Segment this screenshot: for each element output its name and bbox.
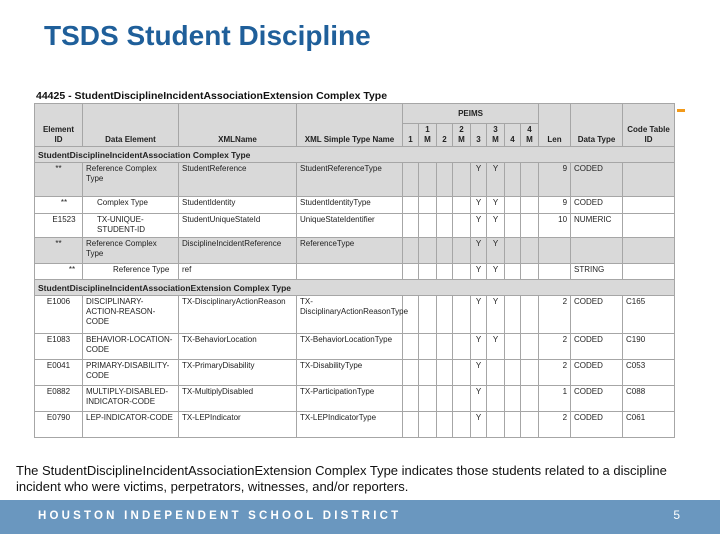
cell-peims-1 bbox=[403, 334, 419, 360]
table-header bbox=[35, 104, 675, 147]
cell-element-id: E0790 bbox=[35, 412, 83, 438]
cell-data-type: NUMERIC bbox=[571, 214, 623, 238]
cell-code-table-id bbox=[623, 264, 675, 280]
table-row bbox=[35, 386, 675, 412]
cell-code-table-id bbox=[623, 163, 675, 197]
cell-code-table-id: C190 bbox=[623, 334, 675, 360]
cell-peims-3: Y bbox=[471, 238, 487, 264]
cell-peims-2m bbox=[453, 296, 471, 334]
cell-xml-simple-type: TX-DisabilityType bbox=[297, 360, 403, 386]
section-title: StudentDisciplineIncidentAssociationExtension Complex Type bbox=[35, 280, 675, 296]
cell-len bbox=[539, 238, 571, 264]
cell-peims-2 bbox=[437, 360, 453, 386]
cell-peims-4 bbox=[505, 264, 521, 280]
cell-peims-2m bbox=[453, 386, 471, 412]
cell-element-id: ** bbox=[35, 197, 83, 214]
cell-peims-1m bbox=[419, 238, 437, 264]
header-peims-2: 2 bbox=[437, 124, 453, 147]
cell-xml-name: StudentReference bbox=[179, 163, 297, 197]
cell-peims-4 bbox=[505, 238, 521, 264]
cell-data-element: Reference Complex Type bbox=[83, 163, 179, 197]
cell-xml-name: TX-DisciplinaryActionReason bbox=[179, 296, 297, 334]
cell-xml-simple-type: StudentIdentityType bbox=[297, 197, 403, 214]
cell-len: 2 bbox=[539, 334, 571, 360]
cell-xml-name: TX-LEPIndicator bbox=[179, 412, 297, 438]
header-peims-1: 1 bbox=[403, 124, 419, 147]
header-element-id: Element ID bbox=[35, 104, 83, 147]
cell-peims-3: Y bbox=[471, 334, 487, 360]
cell-peims-3m bbox=[487, 386, 505, 412]
cell-data-type: CODED bbox=[571, 412, 623, 438]
table-body bbox=[35, 147, 675, 438]
cell-peims-2 bbox=[437, 163, 453, 197]
table-row bbox=[35, 238, 675, 264]
cell-len: 1 bbox=[539, 386, 571, 412]
cell-data-element: LEP-INDICATOR-CODE bbox=[83, 412, 179, 438]
cell-peims-2 bbox=[437, 264, 453, 280]
accent-mark bbox=[677, 109, 685, 112]
cell-peims-2 bbox=[437, 334, 453, 360]
cell-peims-2m bbox=[453, 412, 471, 438]
header-xml-simple-type: XML Simple Type Name bbox=[297, 104, 403, 147]
cell-peims-3m: Y bbox=[487, 296, 505, 334]
cell-peims-2 bbox=[437, 238, 453, 264]
cell-peims-4m bbox=[521, 264, 539, 280]
cell-element-id: ** bbox=[35, 238, 83, 264]
cell-peims-1 bbox=[403, 412, 419, 438]
cell-peims-3m: Y bbox=[487, 238, 505, 264]
cell-xml-name: TX-BehaviorLocation bbox=[179, 334, 297, 360]
cell-peims-2 bbox=[437, 386, 453, 412]
cell-element-id: E0041 bbox=[35, 360, 83, 386]
cell-peims-4m bbox=[521, 296, 539, 334]
complex-type-table-container bbox=[34, 89, 674, 438]
cell-peims-4 bbox=[505, 412, 521, 438]
cell-peims-1m bbox=[419, 412, 437, 438]
cell-xml-simple-type: TX-BehaviorLocationType bbox=[297, 334, 403, 360]
cell-peims-3: Y bbox=[471, 264, 487, 280]
header-peims-4m: 4 M bbox=[521, 124, 539, 147]
cell-xml-name: TX-MultiplyDisabled bbox=[179, 386, 297, 412]
cell-peims-4 bbox=[505, 386, 521, 412]
cell-peims-3: Y bbox=[471, 296, 487, 334]
cell-peims-2m bbox=[453, 334, 471, 360]
cell-peims-1 bbox=[403, 264, 419, 280]
table-row bbox=[35, 296, 675, 334]
page-number: 5 bbox=[673, 508, 680, 522]
slide-title: TSDS Student Discipline bbox=[44, 20, 371, 51]
header-peims-3m: 3 M bbox=[487, 124, 505, 147]
table-row bbox=[35, 214, 675, 238]
cell-len: 9 bbox=[539, 197, 571, 214]
cell-xml-simple-type: UniqueStateIdentifier bbox=[297, 214, 403, 238]
cell-code-table-id: C053 bbox=[623, 360, 675, 386]
cell-code-table-id bbox=[623, 238, 675, 264]
table-row bbox=[35, 360, 675, 386]
cell-element-id: E0882 bbox=[35, 386, 83, 412]
header-peims-2m: 2 M bbox=[453, 124, 471, 147]
cell-peims-3: Y bbox=[471, 214, 487, 238]
cell-data-element: DISCIPLINARY-ACTION-REASON-CODE bbox=[83, 296, 179, 334]
cell-peims-4 bbox=[505, 163, 521, 197]
cell-len bbox=[539, 264, 571, 280]
cell-peims-1m bbox=[419, 197, 437, 214]
header-peims-4: 4 bbox=[505, 124, 521, 147]
header-peims-1m: 1 M bbox=[419, 124, 437, 147]
header-peims-3: 3 bbox=[471, 124, 487, 147]
cell-data-element: MULTIPLY-DISABLED-INDICATOR-CODE bbox=[83, 386, 179, 412]
cell-peims-3m: Y bbox=[487, 264, 505, 280]
cell-xml-simple-type: TX-DisciplinaryActionReasonType bbox=[297, 296, 403, 334]
cell-xml-simple-type: TX-ParticipationType bbox=[297, 386, 403, 412]
table-row bbox=[35, 197, 675, 214]
cell-peims-1m bbox=[419, 296, 437, 334]
cell-xml-simple-type bbox=[297, 264, 403, 280]
cell-peims-4m bbox=[521, 163, 539, 197]
cell-peims-1m bbox=[419, 334, 437, 360]
cell-peims-3m bbox=[487, 360, 505, 386]
header-xml-name: XMLName bbox=[179, 104, 297, 147]
cell-peims-3: Y bbox=[471, 360, 487, 386]
cell-peims-2m bbox=[453, 214, 471, 238]
cell-peims-3: Y bbox=[471, 412, 487, 438]
cell-peims-2 bbox=[437, 197, 453, 214]
cell-peims-3: Y bbox=[471, 163, 487, 197]
table-row bbox=[35, 334, 675, 360]
cell-data-type: STRING bbox=[571, 264, 623, 280]
cell-code-table-id: C061 bbox=[623, 412, 675, 438]
cell-data-element: TX-UNIQUE-STUDENT-ID bbox=[83, 214, 179, 238]
cell-peims-3m: Y bbox=[487, 197, 505, 214]
cell-peims-2m bbox=[453, 197, 471, 214]
cell-len: 2 bbox=[539, 296, 571, 334]
cell-element-id: E1083 bbox=[35, 334, 83, 360]
cell-peims-4 bbox=[505, 360, 521, 386]
cell-peims-1m bbox=[419, 264, 437, 280]
cell-peims-1 bbox=[403, 197, 419, 214]
cell-len: 2 bbox=[539, 412, 571, 438]
cell-data-element: PRIMARY-DISABILITY-CODE bbox=[83, 360, 179, 386]
header-code-table-id: Code Table ID bbox=[623, 104, 675, 147]
table-row bbox=[35, 264, 675, 280]
section-row bbox=[35, 280, 675, 296]
cell-peims-4 bbox=[505, 296, 521, 334]
cell-code-table-id: C088 bbox=[623, 386, 675, 412]
cell-peims-1 bbox=[403, 386, 419, 412]
cell-peims-2m bbox=[453, 163, 471, 197]
cell-data-type: CODED bbox=[571, 296, 623, 334]
cell-peims-1 bbox=[403, 214, 419, 238]
table-heading: 44425 - StudentDisciplineIncidentAssociationExtension Complex Type bbox=[36, 90, 388, 102]
cell-peims-3m: Y bbox=[487, 334, 505, 360]
cell-data-type: CODED bbox=[571, 197, 623, 214]
cell-peims-1m bbox=[419, 214, 437, 238]
cell-code-table-id bbox=[623, 214, 675, 238]
cell-element-id: E1523 bbox=[35, 214, 83, 238]
cell-peims-3m: Y bbox=[487, 163, 505, 197]
cell-peims-4 bbox=[505, 214, 521, 238]
cell-peims-3m: Y bbox=[487, 214, 505, 238]
cell-element-id: E1006 bbox=[35, 296, 83, 334]
cell-peims-1 bbox=[403, 163, 419, 197]
cell-peims-4 bbox=[505, 334, 521, 360]
header-len: Len bbox=[539, 104, 571, 147]
cell-peims-3m bbox=[487, 412, 505, 438]
cell-data-type: CODED bbox=[571, 163, 623, 197]
cell-element-id: ** bbox=[35, 163, 83, 197]
cell-peims-1m bbox=[419, 163, 437, 197]
cell-peims-4m bbox=[521, 214, 539, 238]
cell-xml-name: StudentIdentity bbox=[179, 197, 297, 214]
cell-peims-4m bbox=[521, 412, 539, 438]
cell-peims-3: Y bbox=[471, 386, 487, 412]
cell-data-type: CODED bbox=[571, 360, 623, 386]
cell-data-element: BEHAVIOR-LOCATION-CODE bbox=[83, 334, 179, 360]
complex-type-table bbox=[34, 103, 675, 438]
cell-code-table-id bbox=[623, 197, 675, 214]
cell-data-type bbox=[571, 238, 623, 264]
cell-peims-4m bbox=[521, 386, 539, 412]
cell-peims-2 bbox=[437, 214, 453, 238]
cell-peims-4m bbox=[521, 360, 539, 386]
footer-organization-name: HOUSTON INDEPENDENT SCHOOL DISTRICT bbox=[38, 510, 402, 522]
cell-peims-4m bbox=[521, 334, 539, 360]
slide-caption: The StudentDisciplineIncidentAssociationExtension Complex Type indicates those students related to a discipline incident who were victims, perpetrators, witnesses, and/or reporters. bbox=[16, 463, 667, 494]
cell-peims-2 bbox=[437, 412, 453, 438]
cell-xml-name: TX-PrimaryDisability bbox=[179, 360, 297, 386]
cell-peims-4 bbox=[505, 197, 521, 214]
cell-data-element: Reference Type bbox=[83, 264, 179, 280]
cell-xml-simple-type: StudentReferenceType bbox=[297, 163, 403, 197]
cell-peims-1m bbox=[419, 386, 437, 412]
section-title: StudentDisciplineIncidentAssociation Complex Type bbox=[35, 147, 675, 163]
cell-peims-2m bbox=[453, 238, 471, 264]
header-peims: PEIMS bbox=[403, 104, 539, 124]
cell-xml-name: StudentUniqueStateId bbox=[179, 214, 297, 238]
table-row bbox=[35, 412, 675, 438]
cell-len: 9 bbox=[539, 163, 571, 197]
cell-peims-1m bbox=[419, 360, 437, 386]
cell-data-element: Complex Type bbox=[83, 197, 179, 214]
cell-peims-4m bbox=[521, 197, 539, 214]
cell-xml-simple-type: TX-LEPIndicatorType bbox=[297, 412, 403, 438]
cell-data-element: Reference Complex Type bbox=[83, 238, 179, 264]
cell-len: 2 bbox=[539, 360, 571, 386]
cell-data-type: CODED bbox=[571, 334, 623, 360]
cell-peims-1 bbox=[403, 360, 419, 386]
cell-xml-name: DisciplineIncidentReference bbox=[179, 238, 297, 264]
cell-peims-2 bbox=[437, 296, 453, 334]
cell-peims-2m bbox=[453, 264, 471, 280]
header-data-element: Data Element bbox=[83, 104, 179, 147]
cell-peims-3: Y bbox=[471, 197, 487, 214]
header-data-type: Data Type bbox=[571, 104, 623, 147]
cell-element-id: ** bbox=[35, 264, 83, 280]
cell-xml-name: ref bbox=[179, 264, 297, 280]
cell-code-table-id: C165 bbox=[623, 296, 675, 334]
cell-xml-simple-type: ReferenceType bbox=[297, 238, 403, 264]
table-row bbox=[35, 163, 675, 197]
section-row bbox=[35, 147, 675, 163]
cell-len: 10 bbox=[539, 214, 571, 238]
cell-data-type: CODED bbox=[571, 386, 623, 412]
cell-peims-2m bbox=[453, 360, 471, 386]
footer-bar bbox=[0, 500, 720, 534]
cell-peims-4m bbox=[521, 238, 539, 264]
cell-peims-1 bbox=[403, 238, 419, 264]
